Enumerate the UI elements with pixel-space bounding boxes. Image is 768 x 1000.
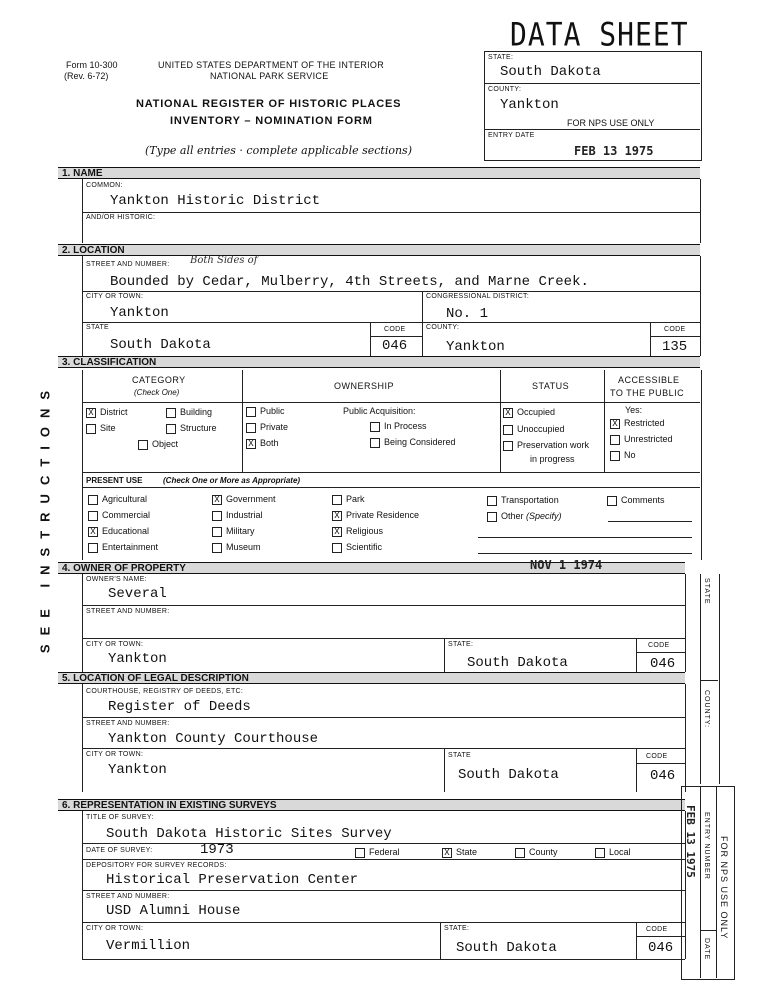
category-header: CATEGORY	[132, 375, 186, 385]
owner-name[interactable]: Several	[108, 586, 167, 602]
checkbox-comments[interactable]	[607, 496, 617, 506]
checkbox-federal[interactable]	[355, 848, 365, 858]
category-sub: (Check One)	[134, 388, 180, 397]
checkbox-commercial[interactable]	[88, 511, 98, 521]
county-label: COUNTY:	[426, 324, 460, 331]
checkbox-local[interactable]	[595, 848, 605, 858]
entry-date-label: ENTRY DATE	[488, 132, 535, 139]
status-header: STATUS	[532, 381, 570, 391]
level-federal[interactable]: Federal	[355, 847, 400, 858]
location-state[interactable]: South Dakota	[110, 337, 211, 353]
entry-number-label: ENTRY NUMBER	[703, 812, 710, 880]
use-religious[interactable]: X Religious	[332, 526, 383, 537]
use-military[interactable]: Military	[212, 526, 255, 537]
location-street[interactable]: Bounded by Cedar, Mulberry, 4th Streets, and Marne Creek.	[110, 274, 589, 290]
owner-state[interactable]: South Dakota	[467, 655, 568, 671]
state-code-label: CODE	[384, 326, 406, 333]
level-state[interactable]: X State	[442, 847, 477, 858]
survey-date[interactable]: 1973	[200, 842, 234, 858]
legal-street-label: STREET AND NUMBER:	[86, 720, 170, 727]
legal-street[interactable]: Yankton County Courthouse	[108, 731, 319, 747]
use-transportation[interactable]: Transportation	[487, 495, 559, 506]
survey-title-label: TITLE OF SURVEY:	[86, 814, 154, 821]
right-side-strip	[700, 574, 720, 784]
entry-date-stamp: FEB 13 1975	[574, 144, 654, 158]
county-code-label: CODE	[664, 326, 686, 333]
owner-label: OWNER'S NAME:	[86, 576, 147, 583]
checkbox-district[interactable]: X	[86, 408, 96, 418]
checkbox-restricted[interactable]: X	[610, 419, 620, 429]
section-2-header: 2. LOCATION	[58, 244, 700, 256]
use-commercial[interactable]: Commercial	[88, 510, 150, 521]
checkbox-public[interactable]	[246, 407, 256, 417]
accessible-restricted[interactable]: X Restricted	[610, 418, 665, 429]
accessible-header-1: ACCESSIBLE	[618, 375, 680, 385]
accessible-header-2: TO THE PUBLIC	[610, 388, 685, 398]
ownership-public[interactable]: Public	[246, 406, 285, 417]
form-revision: (Rev. 6-72)	[64, 71, 109, 81]
location-county[interactable]: Yankton	[446, 339, 505, 355]
owner-state-label: STATE:	[448, 641, 474, 648]
top-county-label: COUNTY:	[488, 86, 522, 93]
checkbox-military[interactable]	[212, 527, 222, 537]
owner-code[interactable]: 046	[650, 656, 676, 672]
status-sub: in progress	[530, 454, 575, 464]
use-comments[interactable]: Comments	[607, 495, 665, 506]
survey-code[interactable]: 046	[648, 940, 674, 956]
accessible-unrestricted[interactable]: Unrestricted	[610, 434, 673, 445]
survey-code-label: CODE	[646, 926, 668, 933]
side-stamp: FEB 13 1975	[684, 805, 697, 878]
state-code[interactable]: 046	[382, 338, 408, 354]
owner-city[interactable]: Yankton	[108, 651, 167, 667]
legal-city[interactable]: Yankton	[108, 762, 167, 778]
survey-city-label: CITY OR TOWN:	[86, 925, 144, 932]
congressional-label: CONGRESSIONAL DISTRICT:	[426, 293, 530, 300]
side-state-label: STATE	[703, 578, 710, 605]
use-entertainment[interactable]: Entertainment	[88, 542, 158, 553]
level-local[interactable]: Local	[595, 847, 631, 858]
checkbox-transportation[interactable]	[487, 496, 497, 506]
survey-date-label: DATE OF SURVEY:	[86, 847, 153, 854]
checkbox-agricultural[interactable]	[88, 495, 98, 505]
checkbox-unrestricted[interactable]	[610, 435, 620, 445]
top-nps-label: FOR NPS USE ONLY	[567, 118, 655, 128]
department: UNITED STATES DEPARTMENT OF THE INTERIOR	[158, 60, 385, 70]
checkbox-museum[interactable]	[212, 543, 222, 553]
status-unoccupied[interactable]: Unoccupied	[503, 424, 565, 435]
see-instructions: SEE INSTRUCTIONS	[37, 381, 53, 654]
side-county-label: COUNTY:	[703, 690, 710, 729]
legal-state-label: STATE	[448, 752, 472, 759]
common-label: COMMON:	[86, 182, 123, 189]
checkbox-occupied[interactable]: X	[503, 408, 513, 418]
ownership-both[interactable]: X Both	[246, 438, 279, 449]
form-title-line1: NATIONAL REGISTER OF HISTORIC PLACES	[136, 98, 402, 110]
survey-street[interactable]: USD Alumni House	[106, 903, 241, 919]
legal-code-label: CODE	[646, 753, 668, 760]
level-county[interactable]: County	[515, 847, 558, 858]
checkbox-object[interactable]	[138, 440, 148, 450]
common-name[interactable]: Yankton Historic District	[110, 193, 321, 209]
legal-code[interactable]: 046	[650, 768, 676, 784]
city-label: CITY OR TOWN:	[86, 293, 144, 300]
status-occupied[interactable]: X Occupied	[503, 407, 555, 418]
yes-label: Yes:	[625, 405, 643, 415]
checkbox-structure[interactable]	[166, 424, 176, 434]
legal-city-label: CITY OR TOWN:	[86, 751, 144, 758]
present-use-sub: (Check One or More as Appropriate)	[163, 476, 301, 485]
historic-label: AND/OR HISTORIC:	[86, 214, 156, 221]
acquisition-label: Public Acquisition:	[343, 406, 416, 416]
category-building[interactable]: Building	[166, 407, 212, 418]
section-1-header: 1. NAME	[58, 167, 700, 179]
use-scientific[interactable]: Scientific	[332, 542, 382, 553]
legal-state[interactable]: South Dakota	[458, 767, 559, 783]
checkbox-no[interactable]	[610, 451, 620, 461]
use-educational[interactable]: X Educational	[88, 526, 149, 537]
courthouse-value[interactable]: Register of Deeds	[108, 699, 251, 715]
congressional-district[interactable]: No. 1	[446, 306, 489, 322]
location-city[interactable]: Yankton	[110, 305, 169, 321]
checkbox-religious[interactable]: X	[332, 527, 342, 537]
handwritten-note: Both Sides of	[190, 255, 258, 266]
category-structure[interactable]: Structure	[166, 423, 217, 434]
survey-state[interactable]: South Dakota	[456, 940, 557, 956]
side-nps-label: FOR NPS USE ONLY	[719, 836, 729, 940]
checkbox-private[interactable]	[246, 423, 256, 433]
checkbox-government[interactable]: X	[212, 495, 222, 505]
depository-value[interactable]: Historical Preservation Center	[106, 872, 359, 888]
section-5-header: 5. LOCATION OF LEGAL DESCRIPTION	[58, 672, 685, 684]
checkbox-other[interactable]	[487, 512, 497, 522]
use-government[interactable]: X Government	[212, 494, 276, 505]
acquisition-being-considered[interactable]: Being Considered	[370, 437, 456, 448]
use-private-residence[interactable]: X Private Residence	[332, 510, 419, 521]
depository-label: DEPOSITORY FOR SURVEY RECORDS:	[86, 862, 227, 869]
survey-city[interactable]: Vermillion	[106, 938, 191, 954]
side-date-label: DATE	[703, 938, 710, 961]
checkbox-county[interactable]	[515, 848, 525, 858]
use-museum[interactable]: Museum	[212, 542, 261, 553]
survey-state-label: STATE:	[444, 925, 470, 932]
use-park[interactable]: Park	[332, 494, 365, 505]
use-other[interactable]: Other (Specify)	[487, 511, 562, 522]
county-code[interactable]: 135	[662, 339, 688, 355]
checkbox-in-process[interactable]	[370, 422, 380, 432]
use-industrial[interactable]: Industrial	[212, 510, 263, 521]
received-stamp: NOV 1 1974	[530, 558, 603, 572]
top-state-value: South Dakota	[500, 64, 601, 80]
checkbox-building[interactable]	[166, 408, 176, 418]
checkbox-private-residence[interactable]: X	[332, 511, 342, 521]
checkbox-state[interactable]: X	[442, 848, 452, 858]
state-label: STATE	[86, 324, 110, 331]
status-preservation[interactable]: Preservation work	[503, 440, 589, 451]
owner-code-label: CODE	[648, 642, 670, 649]
owner-street-label: STREET AND NUMBER:	[86, 608, 170, 615]
survey-title[interactable]: South Dakota Historic Sites Survey	[106, 826, 392, 842]
section-3-header: 3. CLASSIFICATION	[58, 356, 700, 368]
form-title-line2: INVENTORY – NOMINATION FORM	[170, 115, 373, 127]
type-instructions: (Type all entries · complete applicable sections)	[145, 144, 412, 157]
accessible-no[interactable]: No	[610, 450, 636, 461]
checkbox-industrial[interactable]	[212, 511, 222, 521]
top-county-value: Yankton	[500, 97, 559, 113]
ownership-header: OWNERSHIP	[334, 381, 395, 391]
use-agricultural[interactable]: Agricultural	[88, 494, 147, 505]
category-object[interactable]: Object	[138, 439, 178, 450]
owner-city-label: CITY OR TOWN:	[86, 641, 144, 648]
checkbox-both[interactable]: X	[246, 439, 256, 449]
checkbox-entertainment[interactable]	[88, 543, 98, 553]
checkbox-site[interactable]	[86, 424, 96, 434]
data-sheet-title: DATA SHEET	[510, 15, 689, 54]
courthouse-label: COURTHOUSE, REGISTRY OF DEEDS, ETC:	[86, 688, 244, 695]
checkbox-being-considered[interactable]	[370, 438, 380, 448]
checkbox-preservation[interactable]	[503, 441, 513, 451]
survey-street-label: STREET AND NUMBER:	[86, 893, 170, 900]
top-state-label: STATE:	[488, 54, 514, 61]
form-number: Form 10-300	[66, 60, 118, 70]
ownership-private[interactable]: Private	[246, 422, 288, 433]
category-district[interactable]: X District	[86, 407, 128, 418]
checkbox-scientific[interactable]	[332, 543, 342, 553]
checkbox-park[interactable]	[332, 495, 342, 505]
checkbox-educational[interactable]: X	[88, 527, 98, 537]
section-4-header: 4. OWNER OF PROPERTY	[58, 562, 685, 574]
acquisition-in-process[interactable]: In Process	[370, 421, 427, 432]
present-use-label: PRESENT USE	[86, 476, 143, 485]
street-label: STREET AND NUMBER:	[86, 261, 170, 268]
checkbox-unoccupied[interactable]	[503, 425, 513, 435]
section-6-header: 6. REPRESENTATION IN EXISTING SURVEYS	[58, 799, 685, 811]
category-site[interactable]: Site	[86, 423, 116, 434]
service: NATIONAL PARK SERVICE	[210, 71, 329, 81]
